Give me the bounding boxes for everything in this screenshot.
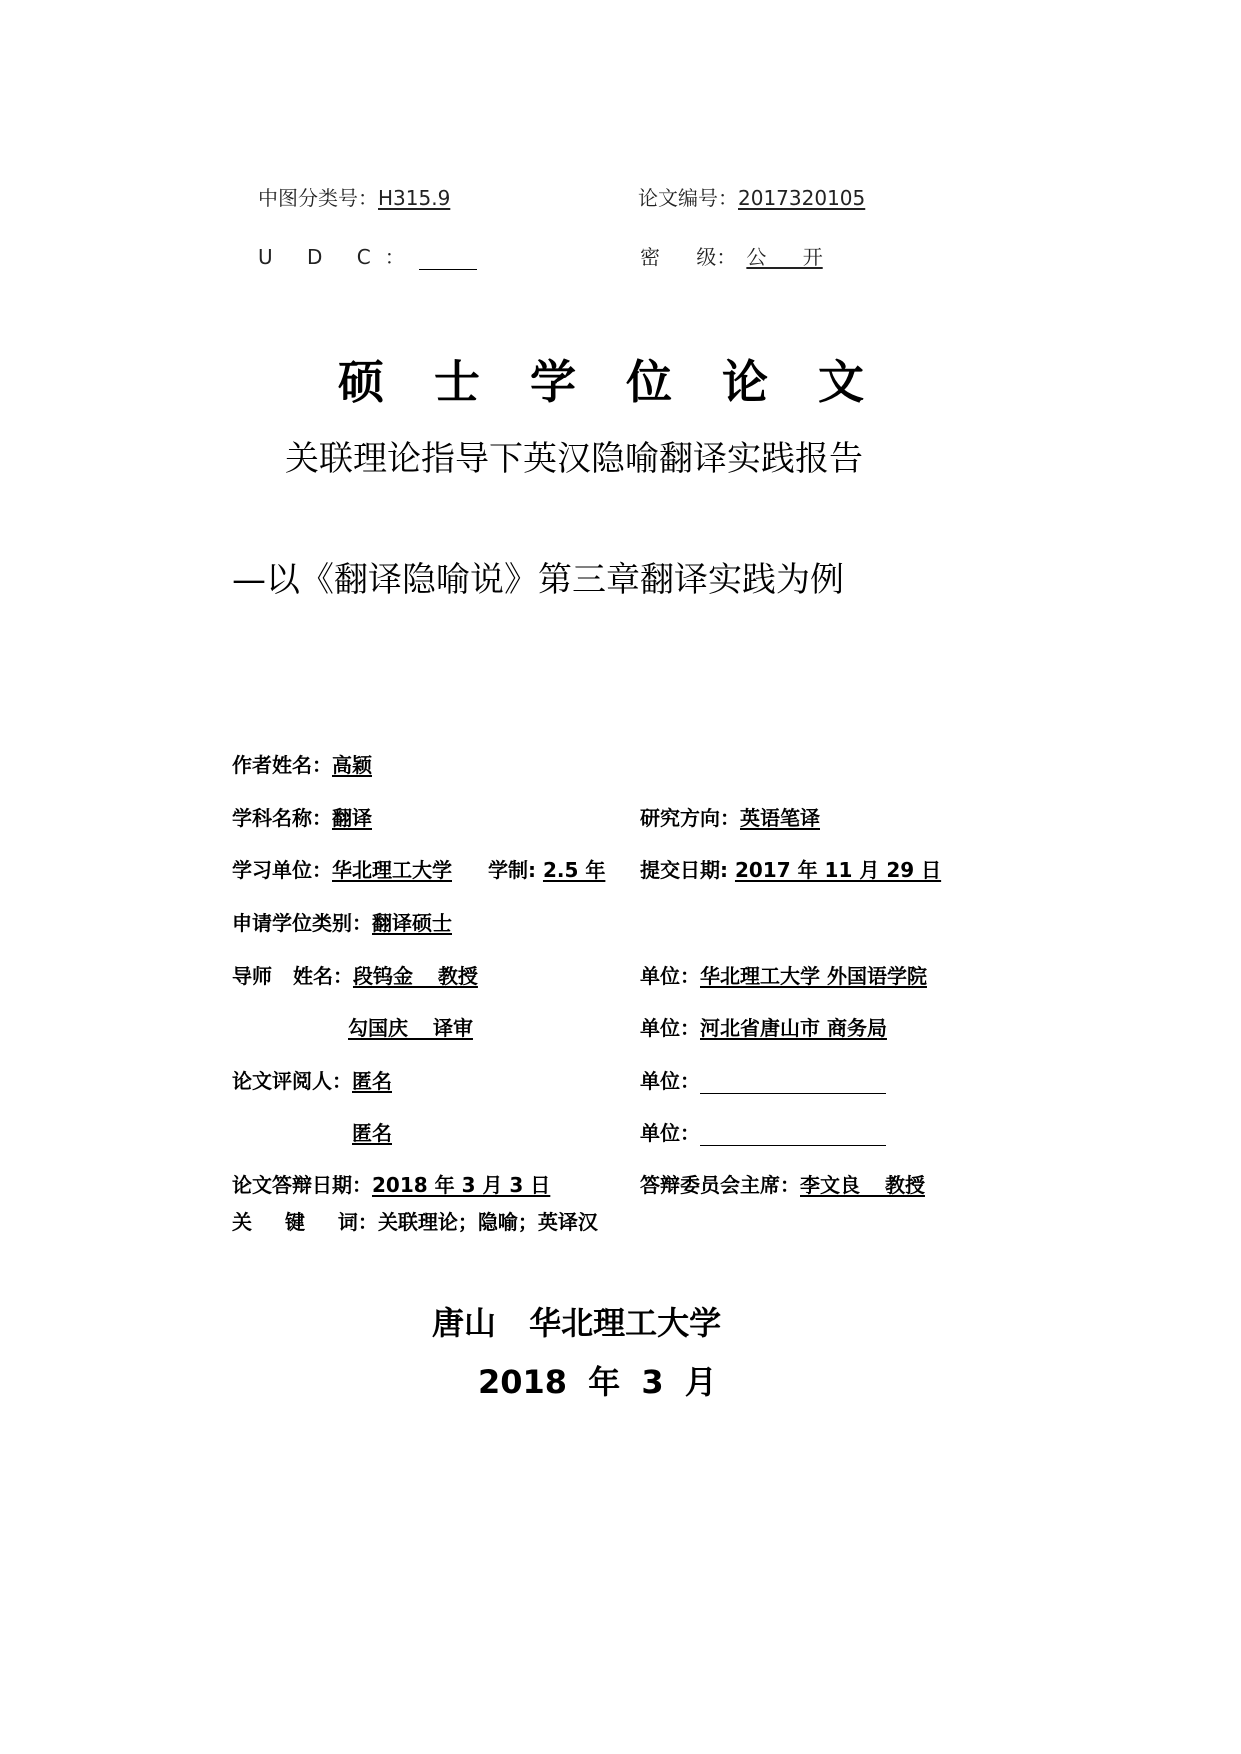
chair-value: 李文良 教授 <box>800 1173 925 1197</box>
keywords-label: 关 键 词： <box>232 1210 378 1234</box>
reviewer1-unit-label: 单位： <box>640 1069 700 1093</box>
thesis-number <box>638 182 865 211</box>
reviewer-row-1 <box>232 1065 392 1094</box>
advisor2-unit-value: 河北省唐山市 商务局 <box>700 1016 887 1040</box>
defense-value: 2018 年 3 月 3 日 <box>372 1173 551 1197</box>
submit-date-row <box>640 854 941 883</box>
clc-number <box>258 182 450 211</box>
direction-value: 英语笔译 <box>740 806 820 830</box>
thesis-no-label: 论文编号： <box>638 186 738 210</box>
subject-row <box>232 802 372 831</box>
chair-label: 答辩委员会主席： <box>640 1173 800 1197</box>
duration-label: 学制: <box>488 858 543 882</box>
author-value: 高颖 <box>332 753 372 777</box>
secret-value: 公 开 <box>746 245 823 269</box>
submit-label: 提交日期: <box>640 858 735 882</box>
unit-row <box>232 854 452 883</box>
footer-date: 2018 年 3 月 <box>478 1363 717 1401</box>
reviewer2-unit-row <box>640 1117 886 1146</box>
chair-row <box>640 1169 925 1198</box>
unit-label: 学习单位： <box>232 858 332 882</box>
advisor-row-1 <box>232 960 478 989</box>
reviewer2-unit-blank <box>700 1125 886 1146</box>
reviewer1-value: 匿名 <box>352 1069 392 1093</box>
submit-value: 2017 年 11 月 29 日 <box>734 858 942 882</box>
reviewer1-unit-row <box>640 1065 886 1094</box>
thesis-subtitle: —以《翻译隐喻说》第三章翻译实践为例 <box>232 560 844 600</box>
udc-field <box>258 241 477 270</box>
reviewer2-unit-label: 单位： <box>640 1121 700 1145</box>
keywords-row <box>232 1206 598 1235</box>
advisor-row-2 <box>348 1012 473 1041</box>
udc-label: U D C： <box>258 245 419 269</box>
subject-value: 翻译 <box>332 806 372 830</box>
reviewer-label: 论文评阅人： <box>232 1069 352 1093</box>
author-row <box>232 749 372 778</box>
advisor1-value: 段钨金 教授 <box>352 964 478 988</box>
unit-value: 华北理工大学 <box>332 858 452 882</box>
duration-row <box>488 854 605 883</box>
advisor1-unit-label: 单位： <box>640 964 700 988</box>
degree-label: 申请学位类别： <box>232 911 372 935</box>
footer-place: 唐山 华北理工大学 <box>432 1304 722 1342</box>
clc-value: H315.9 <box>378 186 451 210</box>
defense-date-row <box>232 1169 550 1198</box>
advisor2-unit-label: 单位： <box>640 1016 700 1040</box>
thesis-title: 关联理论指导下英汉隐喻翻译实践报告 <box>285 439 863 479</box>
degree-row <box>232 907 452 936</box>
udc-blank <box>419 249 477 270</box>
advisor2-unit-row <box>640 1012 887 1041</box>
advisor1-unit-row <box>640 960 927 989</box>
direction-label: 研究方向： <box>640 806 740 830</box>
thesis-type-title: 硕士学位论文 <box>338 355 914 409</box>
keywords-value: 关联理论；隐喻；英译汉 <box>377 1210 598 1234</box>
secret-label: 密 级： <box>640 245 737 269</box>
clc-label: 中图分类号： <box>258 186 378 210</box>
reviewer1-unit-blank <box>700 1073 886 1094</box>
reviewer2-value: 匿名 <box>352 1121 392 1145</box>
direction-row <box>640 802 820 831</box>
defense-label: 论文答辩日期： <box>232 1173 372 1197</box>
thesis-no-value: 2017320105 <box>738 186 866 210</box>
duration-value: 2.5 年 <box>542 858 606 882</box>
reviewer-row-2 <box>352 1117 392 1146</box>
advisor2-value: 勾国庆 译审 <box>348 1016 473 1040</box>
advisor1-unit-value: 华北理工大学 外国语学院 <box>700 964 927 988</box>
advisor-label: 导师 姓名： <box>232 964 353 988</box>
author-label: 作者姓名： <box>232 753 332 777</box>
secret-level <box>640 241 839 270</box>
degree-value: 翻译硕士 <box>372 911 452 935</box>
subject-label: 学科名称： <box>232 806 332 830</box>
